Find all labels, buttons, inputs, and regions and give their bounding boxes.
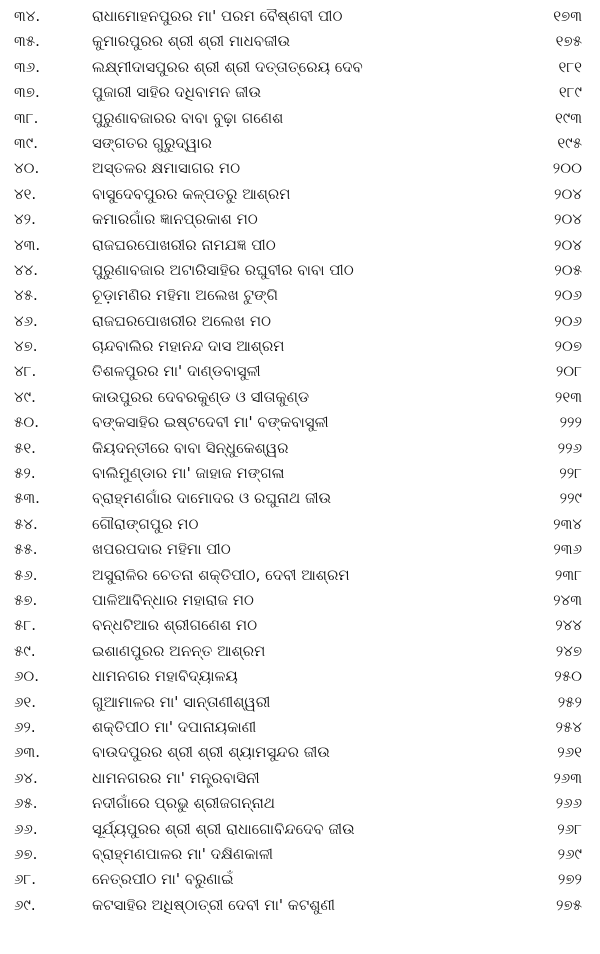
entry-number: ୫୯.: [14, 641, 36, 660]
entry-number: ୩୫.: [14, 32, 40, 51]
entry-number: ୪୪.: [14, 260, 38, 279]
entry-page-number: ୧୭୫: [555, 32, 582, 51]
entry-number: ୩୮.: [14, 108, 39, 127]
toc-entry: [0, 766, 600, 791]
entry-number: ୪୨.: [14, 210, 36, 229]
toc-entry: [0, 461, 600, 486]
entry-page-number: ୨୧୩: [554, 387, 582, 406]
entry-page-number: ୨୦୦: [552, 159, 582, 178]
entry-page-number: ୨୩୬: [553, 540, 582, 559]
entry-title: ରାଜଘରପୋଖରୀର ଅଲେଖ ମଠ: [92, 311, 272, 330]
entry-title: ଚୂଡ଼ାମଣିର ମହିମା ଅଲେଖ ଟୁଙ୍ଗି: [92, 286, 278, 305]
toc-entry: [0, 537, 600, 562]
toc-entry: [0, 817, 600, 842]
entry-page-number: ୨୪୭: [555, 641, 582, 660]
entry-title: ଲକ୍ଷ୍ମୀଦାସପୁରର ଶ୍ରୀ ଶ୍ରୀ ଦତ୍ତାତ୍ରେୟ ଦେବ: [92, 57, 363, 76]
entry-number: ୫୭.: [14, 590, 38, 609]
toc-entry: [0, 334, 600, 359]
entry-title: ସୂର୍ଯ୍ୟପୁରର ଶ୍ରୀ ଶ୍ରୀ ରାଧାଗୋବିନ୍ଦଦେବ ଜୀଉ: [92, 819, 355, 838]
entry-title: ଗୁଆମାଳର ମା' ସାନ୍ତାଣୀଶ୍ୱରୀ: [92, 692, 271, 711]
entry-page-number: ୨୫୨: [557, 692, 582, 711]
entry-page-number: ୨୬୮: [557, 819, 582, 838]
toc-entry: [0, 385, 600, 410]
toc-entry: [0, 791, 600, 816]
toc-entry: [0, 80, 600, 105]
entry-page-number: ୧୮୧: [558, 57, 582, 76]
entry-page-number: ୨୫୦: [554, 667, 582, 686]
entry-number: ୬୪.: [14, 768, 38, 787]
entry-title: ଧାମନଗରର ମା' ମନ୍ତ୍ରବାସିନୀ: [92, 768, 260, 787]
entry-number: ୩୯.: [14, 133, 39, 152]
entry-page-number: ୨୭୫: [555, 895, 582, 914]
entry-number: ୩୭.: [14, 83, 40, 102]
entry-page-number: ୨୪୩: [553, 590, 582, 609]
entry-number: ୬୧.: [14, 692, 37, 711]
entry-page-number: ୨୦୮: [555, 362, 582, 381]
entry-number: ୬୭.: [14, 844, 38, 863]
entry-page-number: ୨୨୬: [557, 438, 582, 457]
entry-page-number: ୨୦୫: [554, 260, 582, 279]
entry-title: କିୟଦନ୍ତୀରେ ବାବା ସିନ୍ଧୁକେଶ୍ୱର: [92, 438, 289, 457]
entry-number: ୬୬.: [14, 819, 38, 838]
toc-entry: [0, 182, 600, 207]
entry-title: ଧାମନଗର ମହାବିଦ୍ୟାଳୟ: [92, 667, 238, 686]
entry-title: ରାଜଘରପୋଖରୀର ନାମଯଜ୍ଞ ପୀଠ: [92, 235, 276, 254]
entry-number: ୬୦.: [14, 667, 40, 686]
toc-entry: [0, 740, 600, 765]
entry-title: ଅସ୍ତଳର କ୍ଷମାସାଗର ମଠ: [92, 159, 241, 178]
toc-entry: [0, 131, 600, 156]
toc-entry: [0, 893, 600, 918]
toc-entry: [0, 486, 600, 511]
entry-page-number: ୨୦୬: [554, 311, 582, 330]
entry-number: ୪୦.: [14, 159, 40, 178]
entry-page-number: ୨୬୧: [557, 743, 582, 762]
entry-number: ୫୪.: [14, 514, 38, 533]
entry-title: ଚାନ୍ଦବାଲିର ମହାନନ୍ଦ ଦାସ ଆଶ୍ରମ: [92, 337, 285, 356]
toc-entry: [0, 867, 600, 892]
entry-page-number: ୨୭୨: [557, 870, 582, 889]
entry-page-number: ୨୦୪: [554, 235, 582, 254]
entry-number: ୪୧.: [14, 184, 37, 203]
entry-number: ୪୬.: [14, 311, 38, 330]
entry-number: ୫୨.: [14, 464, 36, 483]
toc-entry: [0, 156, 600, 181]
toc-entry: [0, 690, 600, 715]
toc-entry: [0, 842, 600, 867]
entry-number: ୪୯.: [14, 387, 36, 406]
toc-entry: [0, 588, 600, 613]
toc-entry: [0, 106, 600, 131]
entry-number: ୪୩.: [14, 235, 41, 254]
entry-page-number: ୨୦୭: [554, 337, 582, 356]
entry-title: କଟସାହିର ଅଧିଷ୍ଠାତ୍ରୀ ଦେବୀ ମା' କଟଶୁଣୀ: [92, 895, 336, 914]
entry-title: ବାଉଦପୁରର ଶ୍ରୀ ଶ୍ରୀ ଶ୍ୟାମସୁନ୍ଦର ଜୀଉ: [92, 743, 330, 762]
toc-entry: [0, 664, 600, 689]
entry-number: ୫୩.: [14, 489, 40, 508]
toc-entry: [0, 639, 600, 664]
entry-title: ଗୌରାଙ୍ଗପୁର ମଠ: [92, 514, 199, 533]
entry-number: ୫୦.: [14, 413, 39, 432]
entry-page-number: ୨୪୪: [555, 616, 582, 635]
entry-title: ସଙ୍ଗତର ଗୁରୁଦ୍ୱାର: [92, 133, 212, 152]
toc-entry: [0, 410, 600, 435]
entry-page-number: ୨୬୯: [557, 844, 582, 863]
entry-page-number: ୧୯୫: [557, 133, 582, 152]
entry-number: ୫୧.: [14, 438, 36, 457]
entry-title: ତିଶଳପୁରର ମା' ଦାଣ୍ଡବାସୁଳୀ: [92, 362, 261, 381]
toc-entry: [0, 359, 600, 384]
toc-entry: [0, 512, 600, 537]
entry-number: ୬୨.: [14, 717, 36, 736]
entry-title: ପୁରୁଣାବଜାର ଅଟାରିସାହିର ରଘୁବୀର ବାବା ପୀଠ: [92, 260, 354, 279]
entry-title: ନଦୀଗାଁରେ ପ୍ରଭୁ ଶ୍ରୀଜଗନ୍ନାଥ: [92, 794, 275, 813]
entry-title: ପୁରୁଣାବଜାରର ବାବା ବୁଢ଼ା ଗଣେଶ: [92, 108, 284, 127]
entry-title: ପାଳିଆବିନ୍ଧାର ମହାରାଜ ମଠ: [92, 590, 254, 609]
entry-title: ଇଶାଣପୁରର ଅନନ୍ତ ଆଶ୍ରମ: [92, 641, 266, 660]
entry-number: ୫୫.: [14, 540, 38, 559]
toc-entry: [0, 613, 600, 638]
toc-entry: [0, 715, 600, 740]
entry-page-number: ୧୭୩: [553, 7, 582, 25]
entry-page-number: ୧୯୩: [554, 108, 582, 127]
entry-page-number: ୧୮୯: [558, 83, 582, 102]
entry-title: ପୁଜାରୀ ସାହିର ଦଧିବାମନ ଜୀଉ: [92, 83, 262, 102]
entry-number: ୬୮.: [14, 870, 37, 889]
toc-entry: [0, 309, 600, 334]
toc-entry: [0, 55, 600, 80]
entry-page-number: ୨୫୪: [555, 717, 582, 736]
entry-title: ଖପରପଦାର ମହିମା ପୀଠ: [92, 540, 231, 559]
entry-title: ନେତ୍ରପୀଠ ମା' ବରୁଣାଇଁ: [92, 870, 234, 889]
entry-title: କାଉପୁରର ଦେବରକୁଣ୍ଡ ଓ ସୀତାକୁଣ୍ଡ: [92, 387, 310, 406]
entry-title: ବ୍ରାହ୍ମଣପାଳର ମା' ଦକ୍ଷିଣକାଳୀ: [92, 844, 273, 863]
entry-page-number: ୨୨୨: [559, 413, 582, 432]
entry-page-number: ୨୨୮: [559, 464, 582, 483]
entry-title: ବାସୁଦେବପୁରର କଳ୍ପତରୁ ଆଶ୍ରମ: [92, 184, 291, 203]
entry-number: ୪୭.: [14, 337, 38, 356]
entry-page-number: ୨୩୮: [554, 565, 582, 584]
toc-entry: [0, 436, 600, 461]
entry-page-number: ୨୩୪: [553, 514, 582, 533]
toc-entry: [0, 4, 600, 29]
entry-page-number: ୨୬୬: [555, 794, 582, 813]
entry-number: ୬୫.: [14, 794, 38, 813]
entry-title: ବାଲିମୁଣ୍ଡାର ମା' ଜାହାଜ ମଙ୍ଗଳା: [92, 464, 285, 483]
toc-entry: [0, 29, 600, 54]
entry-title: ବ୍ରାହ୍ମଣଗାଁର ଦାମୋଦର ଓ ରଘୁନାଥ ଜୀଉ: [92, 489, 332, 508]
entry-number: ୪୫.: [14, 286, 38, 305]
toc-entry: [0, 258, 600, 283]
toc-entry: [0, 563, 600, 588]
entry-number: ୫୮.: [14, 616, 36, 635]
entry-title: ବନ୍ଧଟିଆର ଶ୍ରୀଗଣେଶ ମଠ: [92, 616, 258, 635]
entry-number: ୫୬.: [14, 565, 38, 584]
entry-number: ୬୯.: [14, 895, 36, 914]
entry-page-number: ୨୦୬: [554, 286, 582, 305]
entry-title: ରାଧାମୋହନପୁରର ମା' ପରମ ବୈଷ୍ଣବୀ ପୀଠ: [92, 7, 343, 25]
entry-page-number: ୨୨୯: [559, 489, 582, 508]
entry-number: ୬୩.: [14, 743, 40, 762]
entry-title: କୁମାରପୁରର ଶ୍ରୀ ଶ୍ରୀ ମାଧବଜୀଉ: [92, 32, 291, 51]
entry-number: ୩୪.: [14, 7, 41, 25]
entry-page-number: ୨୬୩: [553, 768, 582, 787]
entry-number: ୩୬.: [14, 57, 40, 76]
entry-title: ଶକ୍ତିପୀଠ ମା' ଦପାନାୟକାଣୀ: [92, 717, 257, 736]
toc-entry: [0, 283, 600, 308]
entry-page-number: ୨୦୪: [554, 184, 582, 203]
toc-entry: [0, 233, 600, 258]
entry-title: ବଙ୍କସାହିର ଇଷ୍ଟଦେବୀ ମା' ବଙ୍କବାସୁଳୀ: [92, 413, 329, 432]
entry-title: ଅସୁରାଳିର ଚେତନା ଶକ୍ତିପୀଠ, ଦେବୀ ଆଶ୍ରମ: [92, 565, 350, 584]
entry-page-number: ୨୦୪: [554, 210, 582, 229]
entry-title: କମାରଗାଁର ଜ୍ଞାନପ୍ରକାଶ ମଠ: [92, 210, 258, 229]
table-of-contents: [0, 4, 600, 918]
entry-number: ୪୮.: [14, 362, 37, 381]
toc-entry: [0, 207, 600, 232]
